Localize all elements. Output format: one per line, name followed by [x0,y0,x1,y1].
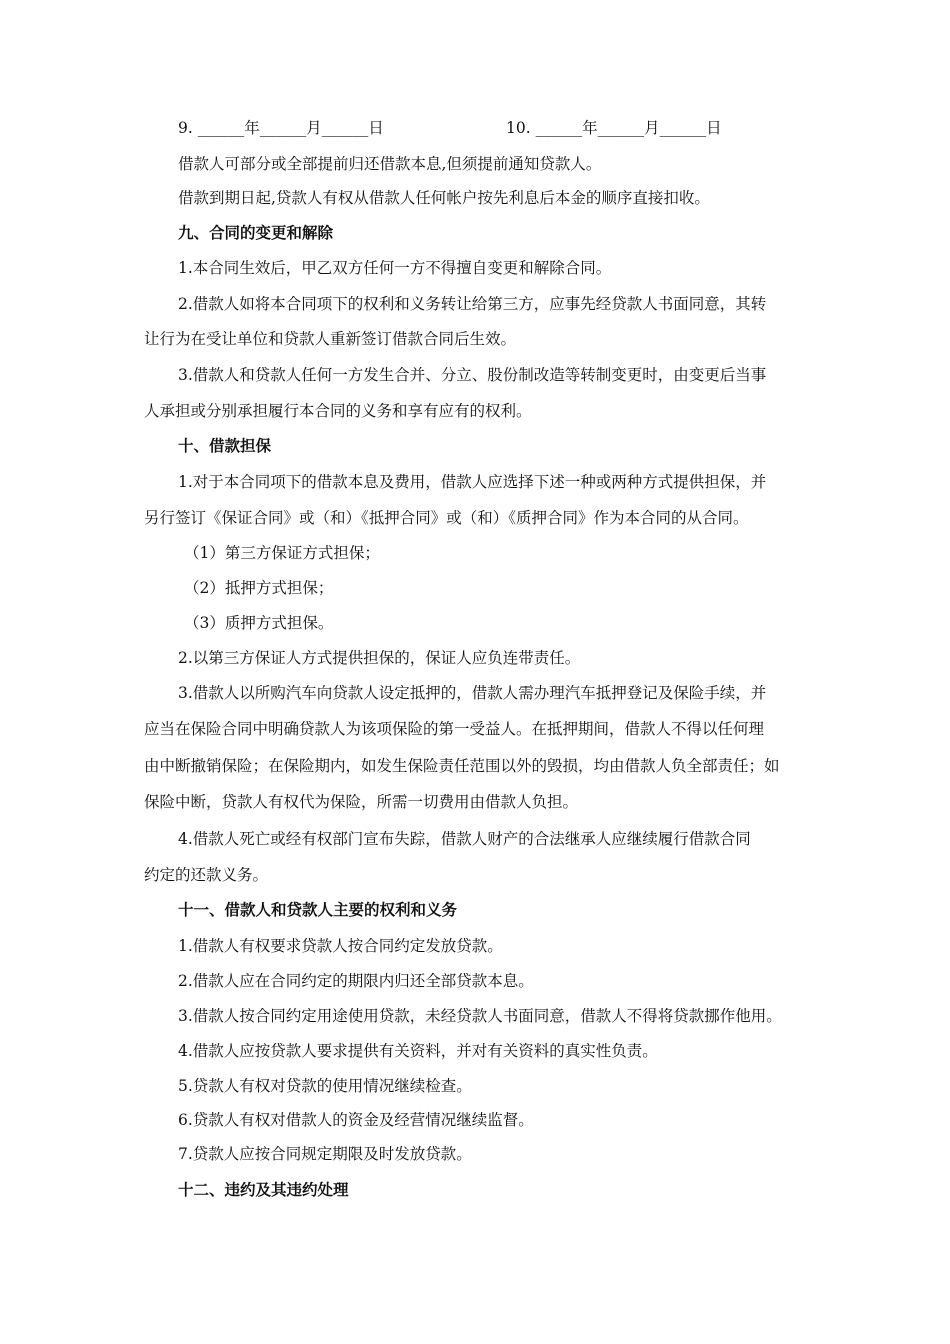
paragraph-line: 4.借款人死亡或经有权部门宣布失踪，借款人财产的合法继承人应继续履行借款合同 [178,830,751,848]
paragraph-line: 7.贷款人应按合同规定期限及时发放贷款。 [178,1145,472,1163]
paragraph-line: 2.借款人应在合同约定的期限内归还全部贷款本息。 [178,972,534,990]
paragraph-line: 3.借款人按合同约定用途使用贷款，未经贷款人书面同意，借款人不得将贷款挪作他用。 [178,1007,782,1025]
section-heading-10: 十、借款担保 [178,437,272,455]
section-heading-11: 十一、借款人和贷款人主要的权利和义务 [178,901,458,919]
paragraph-line: 5.贷款人有权对贷款的使用情况继续检查。 [178,1077,472,1095]
paragraph-line: 人承担或分别承担履行本合同的义务和享有应有的权利。 [144,402,532,420]
section-heading-9: 九、合同的变更和解除 [178,224,334,242]
paragraph-line: 借款人可部分或全部提前归还借款本息,但须提前通知贷款人。 [178,155,602,173]
paragraph-line: 3.借款人和贷款人任何一方发生合并、分立、股份制改造等转制变更时，由变更后当事 [178,366,767,384]
section-heading-12: 十二、违约及其违约处理 [178,1181,349,1199]
paragraph-line: 由中断撤销保险；在保险期内，如发生保险责任范围以外的毁损，均由借款人负全部责任；如 [144,757,780,775]
paragraph-line: 借款到期日起,贷款人有权从借款人任何帐户按先利息后本金的顺序直接扣收。 [178,189,710,207]
paragraph-line: 应当在保险合同中明确贷款人为该项保险的第一受益人。在抵押期间，借款人不得以任何理 [144,720,765,738]
paragraph-line: 1.本合同生效后，甲乙双方任何一方不得擅自变更和解除合同。 [178,259,612,277]
paragraph-line: 约定的还款义务。 [144,866,269,884]
paragraph-line: 1.借款人有权要求贷款人按合同约定发放贷款。 [178,937,503,955]
date-item-10: 10. ______年______月______日 [506,119,722,137]
paragraph-line: 保险中断，贷款人有权代为保险，所需一切费用由借款人负担。 [144,793,579,811]
list-item: （1）第三方保证方式担保； [184,544,380,562]
list-item: （3）质押方式担保。 [184,614,334,632]
paragraph-line: 6.贷款人有权对借款人的资金及经营情况继续监督。 [178,1111,534,1129]
list-item: （2）抵押方式担保； [184,579,334,597]
paragraph-line: 3.借款人以所购汽车向贷款人设定抵押的，借款人需办理汽车抵押登记及保险手续，并 [178,684,767,702]
paragraph-line: 2.借款人如将本合同项下的权利和义务转让给第三方，应事先经贷款人书面同意，其转 [178,295,767,313]
paragraph-line: 让行为在受让单位和贷款人重新签订借款合同后生效。 [144,330,517,348]
paragraph-line: 4.借款人应按贷款人要求提供有关资料，并对有关资料的真实性负责。 [178,1042,658,1060]
paragraph-line: 另行签订《保证合同》或（和）《抵押合同》或（和）《质押合同》作为本合同的从合同。 [144,509,749,527]
paragraph-line: 2.以第三方保证人方式提供担保的，保证人应负连带责任。 [178,649,581,667]
paragraph-line: 1.对于本合同项下的借款本息及费用，借款人应选择下述一种或两种方式提供担保，并 [178,473,767,491]
date-item-9: 9. ______年______月______日 [178,119,384,137]
date-fields-row [178,118,818,140]
